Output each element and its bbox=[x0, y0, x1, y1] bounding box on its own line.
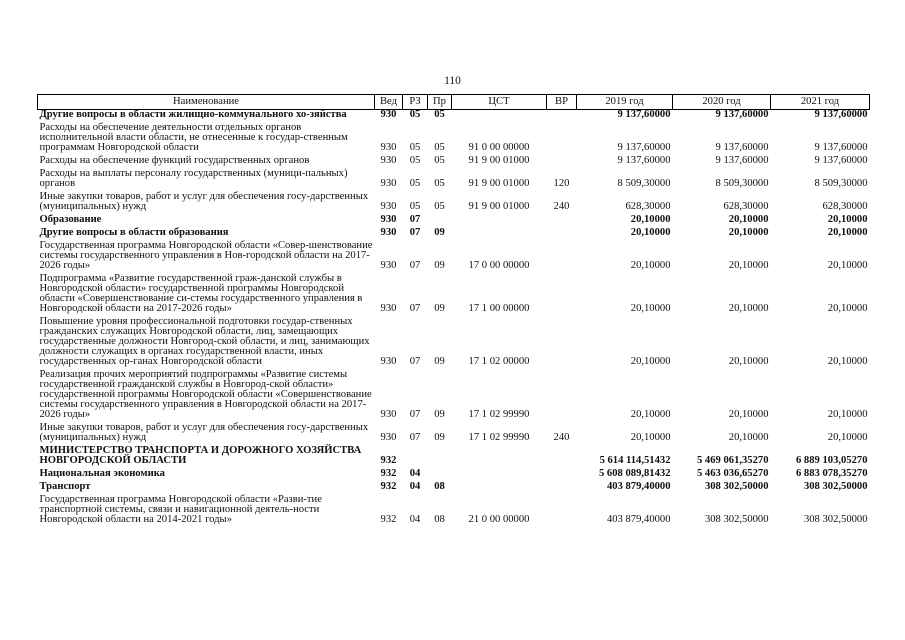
cell-ved: 930 bbox=[380, 432, 397, 443]
cell-vr bbox=[547, 482, 577, 495]
cell-y2021: 20,10000 bbox=[827, 409, 868, 420]
cell-name: Иные закупки товаров, работ и услуг для обеспечения госу-дарственных (муниципальных) нужд bbox=[39, 191, 369, 212]
cell-pr: 09 bbox=[434, 432, 445, 443]
cell-ved: 932 bbox=[380, 481, 397, 492]
cell-rz: 07 bbox=[409, 227, 421, 238]
table-row bbox=[38, 446, 870, 469]
cell-rz: 05 bbox=[409, 155, 421, 166]
col-header-vr: ВР bbox=[547, 95, 577, 110]
cell-y2019: 628,30000 bbox=[625, 201, 671, 212]
table-row bbox=[38, 317, 870, 370]
cell-y2019: 20,10000 bbox=[630, 432, 671, 443]
cell-vr bbox=[547, 370, 577, 423]
cell-y2020: 308 302,50000 bbox=[704, 481, 769, 492]
cell-cst bbox=[452, 228, 547, 241]
col-header-2019: 2019 год bbox=[577, 95, 673, 110]
cell-rz: 05 bbox=[409, 201, 421, 212]
cell-cst bbox=[452, 482, 547, 495]
cell-vr bbox=[547, 317, 577, 370]
cell-y2021: 20,10000 bbox=[827, 260, 868, 271]
cell-y2021: 628,30000 bbox=[822, 201, 868, 212]
cell-ved: 930 bbox=[380, 227, 397, 238]
cell-name: Расходы на обеспечение функций государственных органов bbox=[39, 155, 310, 166]
cell-cst: 21 0 00 00000 bbox=[468, 514, 530, 525]
cell-y2021: 308 302,50000 bbox=[803, 514, 868, 525]
cell-pr: 09 bbox=[434, 356, 445, 367]
cell-y2021: 6 883 078,35270 bbox=[795, 468, 868, 479]
cell-y2019: 5 614 114,51432 bbox=[599, 455, 671, 466]
cell-cst bbox=[452, 215, 547, 228]
table-row bbox=[38, 370, 870, 423]
cell-y2021: 20,10000 bbox=[827, 227, 868, 238]
cell-rz: 04 bbox=[409, 481, 421, 492]
cell-y2020: 20,10000 bbox=[728, 260, 769, 271]
cell-vr bbox=[547, 469, 577, 482]
cell-rz: 07 bbox=[409, 409, 421, 420]
cell-ved: 932 bbox=[380, 514, 397, 525]
cell-y2019: 20,10000 bbox=[630, 214, 671, 225]
cell-ved: 930 bbox=[380, 303, 397, 314]
cell-pr: 05 bbox=[434, 201, 445, 212]
cell-ved: 930 bbox=[380, 260, 397, 271]
table-row bbox=[38, 274, 870, 317]
page-number: 110 bbox=[444, 75, 461, 87]
cell-y2019: 403 879,40000 bbox=[606, 481, 671, 492]
table-row bbox=[38, 192, 870, 215]
cell-vr bbox=[547, 446, 577, 469]
cell-name: Повышение уровня профессиональной подготовки государ-ственных гражданских служащих Новгородской области, лиц, замещающих государственные должности Новгород-ской области, и лиц, занимающих должности служащих в органах государственной власти, иных государственных ор-ганах Новгородской области bbox=[39, 316, 370, 367]
cell-cst bbox=[452, 469, 547, 482]
cell-pr: 05 bbox=[434, 155, 445, 166]
cell-pr: 09 bbox=[434, 409, 445, 420]
cell-name: Другие вопросы в области образования bbox=[39, 227, 229, 238]
cell-rz bbox=[403, 446, 428, 469]
cell-ved: 930 bbox=[380, 155, 397, 166]
cell-name: Реализация прочих мероприятий подпрограммы «Развитие системы государственной гражданской службы в Новгород-ской области» государственной программы Новгородской области «Совершенствование системы государственного управления в Новгородской области на 2017-2026 годы» bbox=[39, 369, 372, 420]
cell-y2021: 308 302,50000 bbox=[803, 481, 868, 492]
table-row bbox=[38, 123, 870, 156]
cell-vr: 240 bbox=[553, 201, 570, 212]
cell-y2019: 9 137,60000 bbox=[617, 155, 671, 166]
cell-y2021: 9 137,60000 bbox=[814, 142, 868, 153]
table-row bbox=[38, 241, 870, 274]
cell-name: Государственная программа Новгородской области «Разви-тие транспортной системы, связи и навигационной деятель-ности Новгородской области на 2014-2021 годы» bbox=[39, 494, 322, 525]
cell-rz: 04 bbox=[409, 514, 421, 525]
cell-y2020: 9 137,60000 bbox=[715, 142, 769, 153]
budget-table bbox=[37, 94, 870, 528]
cell-ved: 930 bbox=[380, 178, 397, 189]
cell-cst bbox=[452, 110, 547, 124]
cell-vr: 120 bbox=[553, 178, 570, 189]
cell-y2020: 9 137,60000 bbox=[715, 109, 769, 120]
cell-cst: 17 0 00 00000 bbox=[468, 260, 530, 271]
table-row bbox=[38, 495, 870, 528]
cell-name: Образование bbox=[39, 214, 102, 225]
col-header-2020: 2020 год bbox=[673, 95, 771, 110]
cell-rz: 05 bbox=[409, 109, 421, 120]
cell-y2021: 6 889 103,05270 bbox=[795, 455, 868, 466]
cell-cst: 91 9 00 01000 bbox=[468, 155, 530, 166]
cell-name: Расходы на выплаты персоналу государственных (муници-пальных) органов bbox=[39, 168, 348, 189]
cell-ved: 930 bbox=[380, 109, 397, 120]
col-header-rz: РЗ bbox=[403, 95, 428, 110]
cell-rz: 07 bbox=[409, 260, 421, 271]
cell-y2020: 5 463 036,65270 bbox=[696, 468, 769, 479]
cell-pr bbox=[428, 446, 452, 469]
cell-ved: 930 bbox=[380, 214, 397, 225]
cell-y2019: 403 879,40000 bbox=[606, 514, 671, 525]
cell-name: Национальная экономика bbox=[39, 468, 165, 479]
cell-y2020: 20,10000 bbox=[728, 356, 769, 367]
cell-ved: 932 bbox=[380, 455, 397, 466]
cell-y2021: 8 509,30000 bbox=[814, 178, 868, 189]
cell-pr: 05 bbox=[434, 109, 445, 120]
cell-y2021: 20,10000 bbox=[827, 432, 868, 443]
cell-y2020: 20,10000 bbox=[728, 303, 769, 314]
cell-cst: 17 1 02 00000 bbox=[468, 356, 530, 367]
cell-pr: 08 bbox=[434, 514, 445, 525]
cell-vr bbox=[547, 123, 577, 156]
cell-pr: 08 bbox=[434, 481, 445, 492]
cell-rz: 07 bbox=[409, 303, 421, 314]
cell-vr bbox=[547, 228, 577, 241]
cell-name: МИНИСТЕРСТВО ТРАНСПОРТА И ДОРОЖНОГО ХОЗЯЙСТВА НОВГОРОДСКОЙ ОБЛАСТИ bbox=[39, 445, 362, 466]
cell-y2020: 20,10000 bbox=[728, 227, 769, 238]
cell-rz: 07 bbox=[409, 356, 421, 367]
cell-cst: 91 9 00 01000 bbox=[468, 178, 530, 189]
cell-rz: 07 bbox=[409, 432, 421, 443]
cell-y2021: 9 137,60000 bbox=[814, 155, 868, 166]
cell-pr: 09 bbox=[434, 227, 445, 238]
cell-ved: 930 bbox=[380, 201, 397, 212]
cell-y2019: 9 137,60000 bbox=[617, 109, 671, 120]
table-header-row bbox=[38, 95, 870, 110]
cell-name: Расходы на обеспечение деятельности отдельных органов исполнительной власти области, не отнесенные к государ-ственным программам Новгородской области bbox=[39, 122, 348, 153]
col-header-2021: 2021 год bbox=[771, 95, 870, 110]
cell-vr bbox=[547, 110, 577, 124]
cell-rz: 04 bbox=[409, 468, 421, 479]
cell-name: Иные закупки товаров, работ и услуг для обеспечения госу-дарственных (муниципальных) нужд bbox=[39, 422, 369, 443]
cell-ved: 932 bbox=[380, 468, 397, 479]
cell-name: Подпрограмма «Развитие государственной граж-данской службы в Новгородской области» государственной программы Новгородской области «Совершенствование си-стемы государственного управления в Новгородской области на 2017-2026 годы» bbox=[39, 273, 363, 314]
cell-vr bbox=[547, 156, 577, 169]
cell-y2019: 20,10000 bbox=[630, 356, 671, 367]
cell-y2019: 8 509,30000 bbox=[617, 178, 671, 189]
cell-cst: 17 1 00 00000 bbox=[468, 303, 530, 314]
cell-cst: 91 0 00 00000 bbox=[468, 142, 530, 153]
cell-cst: 17 1 02 99990 bbox=[468, 432, 530, 443]
cell-ved: 930 bbox=[380, 142, 397, 153]
cell-rz: 05 bbox=[409, 178, 421, 189]
cell-pr: 09 bbox=[434, 303, 445, 314]
cell-name: Транспорт bbox=[39, 481, 91, 492]
cell-rz: 05 bbox=[409, 142, 421, 153]
cell-y2020: 20,10000 bbox=[728, 214, 769, 225]
col-header-pr: Пр bbox=[428, 95, 452, 110]
cell-y2021: 20,10000 bbox=[827, 303, 868, 314]
cell-cst: 17 1 02 99990 bbox=[468, 409, 530, 420]
cell-y2020: 5 469 061,35270 bbox=[696, 455, 769, 466]
table-row bbox=[38, 423, 870, 446]
cell-pr: 05 bbox=[434, 178, 445, 189]
cell-y2021: 20,10000 bbox=[827, 214, 868, 225]
cell-y2019: 5 608 089,81432 bbox=[598, 468, 671, 479]
cell-vr bbox=[547, 215, 577, 228]
cell-y2019: 20,10000 bbox=[630, 303, 671, 314]
cell-y2019: 20,10000 bbox=[630, 260, 671, 271]
cell-vr bbox=[547, 274, 577, 317]
cell-rz: 07 bbox=[409, 214, 421, 225]
cell-cst: 91 9 00 01000 bbox=[468, 201, 530, 212]
cell-vr: 240 bbox=[553, 432, 570, 443]
cell-pr: 09 bbox=[434, 260, 445, 271]
cell-ved: 930 bbox=[380, 409, 397, 420]
cell-y2019: 20,10000 bbox=[630, 227, 671, 238]
table-row bbox=[38, 110, 870, 124]
cell-cst bbox=[452, 446, 547, 469]
cell-vr bbox=[547, 241, 577, 274]
cell-y2020: 308 302,50000 bbox=[704, 514, 769, 525]
cell-y2021: 9 137,60000 bbox=[814, 109, 868, 120]
col-header-cst: ЦСТ bbox=[452, 95, 547, 110]
cell-y2020: 8 509,30000 bbox=[715, 178, 769, 189]
cell-y2020: 20,10000 bbox=[728, 409, 769, 420]
table-body bbox=[38, 110, 870, 529]
cell-y2020: 20,10000 bbox=[728, 432, 769, 443]
table-row bbox=[38, 169, 870, 192]
col-header-ved: Вед bbox=[375, 95, 403, 110]
cell-name: Другие вопросы в области жилищно-коммунального хо-зяйства bbox=[39, 109, 347, 120]
cell-ved: 930 bbox=[380, 356, 397, 367]
cell-name: Государственная программа Новгородской области «Совер-шенствование системы государственного управления в Нов-городской области на 2017-2026 годы» bbox=[39, 240, 373, 271]
cell-y2020: 628,30000 bbox=[723, 201, 769, 212]
cell-vr bbox=[547, 495, 577, 528]
cell-y2019: 20,10000 bbox=[630, 409, 671, 420]
cell-pr: 05 bbox=[434, 142, 445, 153]
col-header-name: Наименование bbox=[38, 95, 375, 110]
cell-y2019: 9 137,60000 bbox=[617, 142, 671, 153]
cell-y2021: 20,10000 bbox=[827, 356, 868, 367]
cell-y2020: 9 137,60000 bbox=[715, 155, 769, 166]
